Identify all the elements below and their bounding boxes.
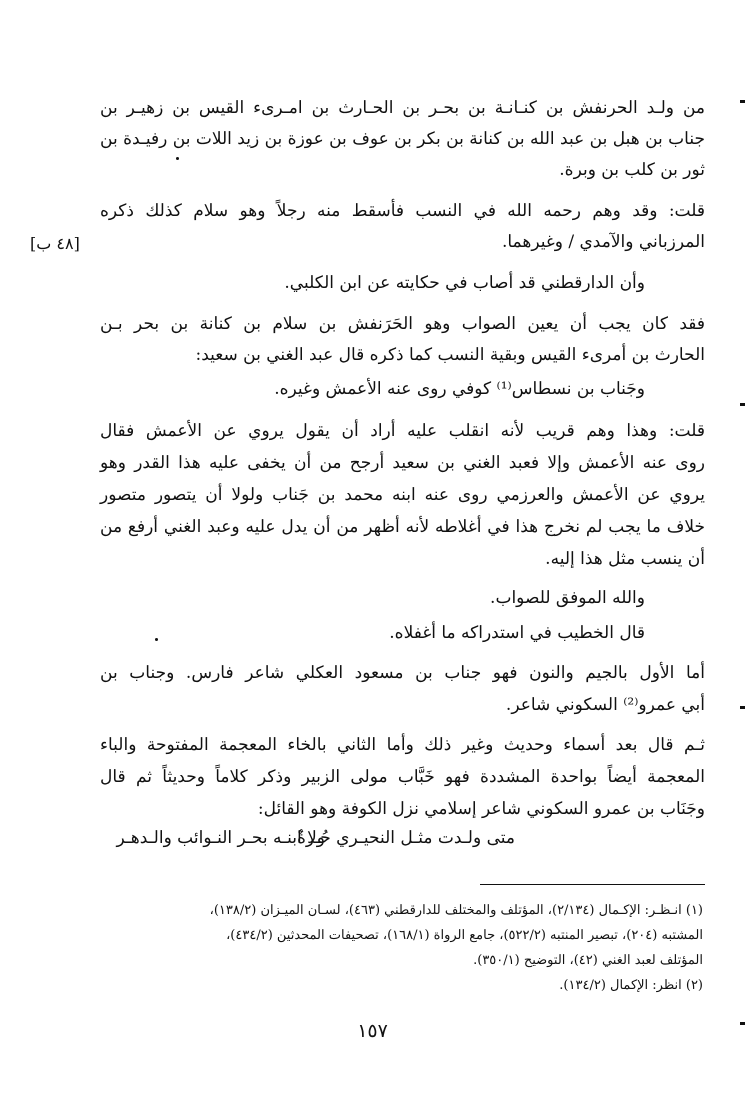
manuscript-folio-marker: [٤٨ ب] [30,234,80,253]
text-line-16: قال الخطيب في استدراكه ما أغفلاه. [389,623,645,643]
page-number: ١٥٧ [357,1020,388,1042]
text-line-13: خلاف ما يجب لم نخرج هذا في أغلاطه لأنه أظهر من أن يدل عليه وعبد الغني أرفع من [100,517,705,537]
print-speck [155,638,158,641]
text-line-15: والله الموفق للصواب. [490,588,645,608]
text-line-18: أبي عمرو⁽²⁾ السكوني شاعر. [505,695,705,715]
footnote-divider [480,884,705,885]
text-line-1: من ولـد الحرنفش بن كنـانـة بن بحـر بن الحـارث بن امـرىء القيس بن زهيـر بن [100,98,705,118]
edge-mark [740,706,745,709]
text-line-6: وأن الدارقطني قد أصاب في حكايته عن ابن الكلبي. [284,273,645,293]
text-line-20: المعجمة أيضاً بواحدة المشددة فهو خَبَّاب مولى الزبير وذكر كلاماً وحديثاً ثم قال [100,767,705,787]
text-line-14: أن ينسب مثل هذا إليه. [545,549,705,569]
edge-mark [740,1022,745,1025]
text-line-17: أما الأول بالجيم والنون فهو جناب بن مسعود العكلي شاعر فارس. وجناب بن [100,663,705,683]
verse-hemistich-2: ولا ابنـه بحـر النـوائب والـدهـر [116,828,325,848]
text-line-2: جناب بن هبل بن عبد الله بن كنانة بن بكر بن عوف بن عوزة بن زيد اللات بن رفيـدة بن [100,129,705,149]
text-line-5: المرزباني والآمدي / وغيرهما. [501,232,705,252]
text-line-11: روى عنه الأعمش وإلا فعبد الغني بن سعيد أرجح من أن يخفى عليه هذا القدر وهو [100,453,705,473]
print-speck [176,157,179,160]
text-line-4: قلت: وقد وهم رحمه الله في النسب فأسقط منه رجلاً وهو سلام كذلك ذكره [100,201,705,221]
footnote-1-line-2: المشتبه (٢٠٤)، تبصير المنتبه (٥٢٢/٢)، جامع الرواة (١٦٨/١)، تصحيفات المحدثين (٤٣٤/٢)، [226,928,703,943]
text-line-21: وجَنَاب بن عمرو السكوني شاعر إسلامي نزل الكوفة وهو القائل: [257,799,705,819]
edge-mark [740,100,745,103]
text-line-3: ثور بن كلب بن وبرة. [559,160,705,180]
footnote-1-line-1: (١) انـظـر: الإكـمال (٢/١٣٤)، المؤتلف والمختلف للدارقطني (٤٦٣)، لسـان الميـزان (١٣٨/٢)، [209,903,703,918]
text-line-12: يروي عن الأعمش والعرزمي روى عنه ابنه محمد بن جَناب ولولا أن يتصور متصور [100,485,705,505]
text-line-9: وجَناب بن نسطاس⁽¹⁾ كوفي روى عنه الأعمش وغيره. [274,379,645,399]
verse-hemistich-1: متى ولـدت مثـل النحيـري حُـرةٌ [297,828,515,848]
footnote-1-line-3: المؤتلف لعبد الغني (٤٢)، التوضيح (٣٥٠/١). [473,953,703,968]
text-line-8: الحارث بن أمرىء القيس وبقية النسب كما ذكره قال عبد الغني بن سعيد: [195,345,705,365]
text-line-10: قلت: وهذا وهم قريب لأنه انقلب عليه أراد أن يقول يروي عن الأعمش فقال [100,421,705,441]
edge-mark [740,403,745,406]
text-line-19: ثـم قال بعد أسماء وحديث وغير ذلك وأما الثاني بالخاء المعجمة المفتوحة والباء [100,735,705,755]
footnote-2: (٢) انظر: الإكمال (١٣٤/٢). [559,978,703,993]
text-line-7: فقد كان يجب أن يعين الصواب وهو الحَرَنفش بن سلام بن كنانة بن بحر بـن [100,314,705,334]
